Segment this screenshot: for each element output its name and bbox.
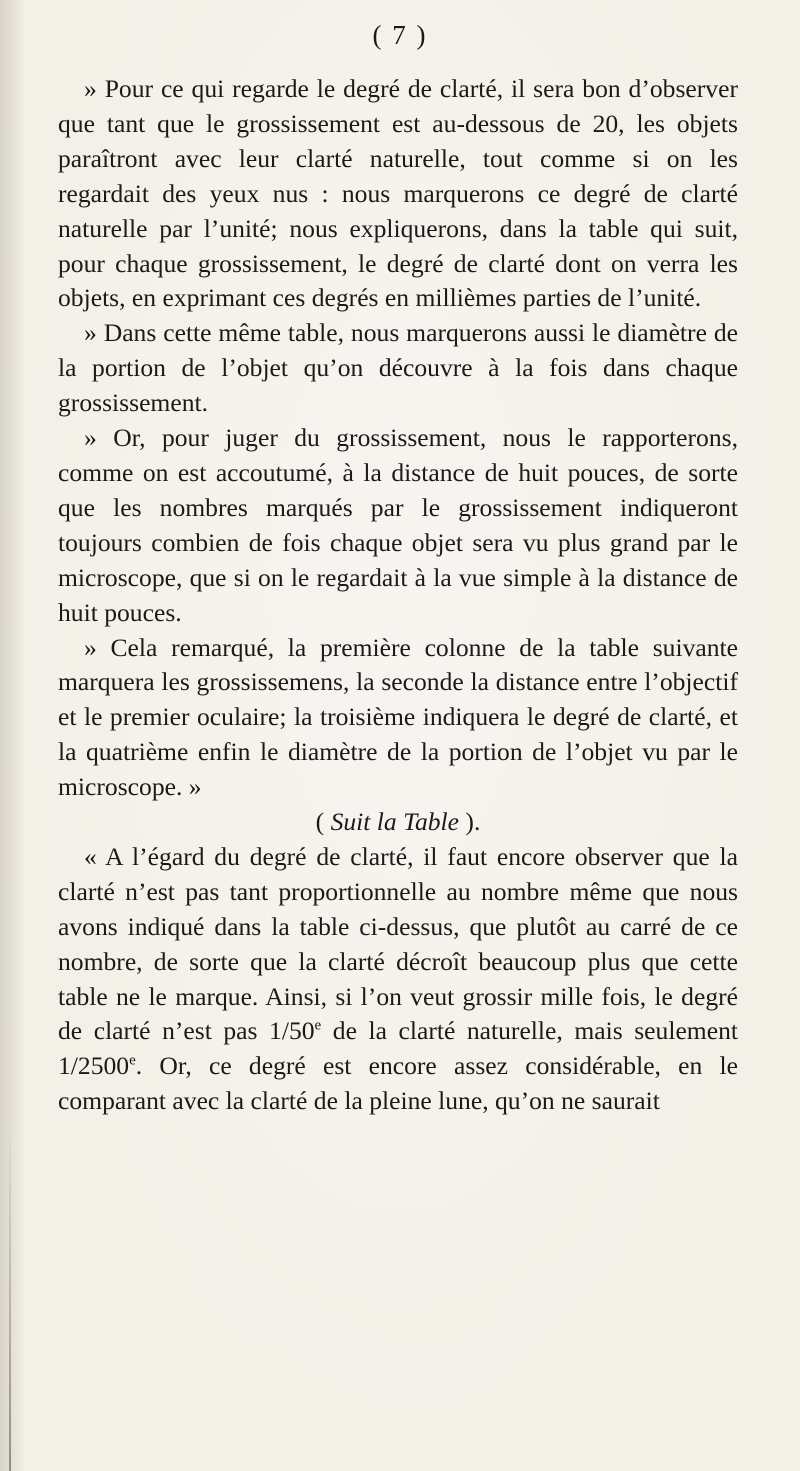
binding-shadow (0, 0, 26, 1471)
superscript: e (129, 1052, 136, 1069)
table-note (58, 805, 738, 840)
body-text (58, 72, 738, 1119)
page-number: ( 7 ) (372, 20, 428, 50)
table-note-open: ( (315, 807, 331, 837)
table-note-close: ). (459, 807, 481, 837)
paragraph-magnification: » Or, pour juger du grossissement, nous le rapporterons, comme on est accoutumé, à la distance de huit pouces, de sorte que les nombres marqués par le grossissement indiqueront toujours combien de fois chaque objet sera vu plus grand par le microscope, que si on le regardait à la vue simple à la distance de huit pouces. (58, 423, 738, 627)
text-run: . Or, ce degré est encore assez considérable, en le comparant avec la clarté de la pleine lune, qu’on ne saurait (58, 1051, 738, 1116)
paragraph-columns: » Cela remarqué, la première colonne de la table suivante marquera les grossissemens, la seconde la distance entre l’objectif et le premier oculaire; la troisième indiquera le degré de clarté, et la quatrième enfin le diamètre de la portion de l’objet vu par le microscope. » (58, 632, 738, 802)
page-edge-mark (9, 1120, 11, 1471)
paragraph-clarity: » Pour ce qui regarde le degré de clarté, il sera bon d’observer que tant que le grossissement est au-dessous de 20, les objets paraîtront avec leur clarté naturelle, tout comme si on les regardait des yeux nus : nous marquerons ce degré de clarté naturelle par l’unité; nous expliquerons, dans la table qui suit, pour chaque grossissement, le degré de clarté dont on verra les objets, en exprimant ces degrés en millièmes parties de l’unité. (58, 74, 738, 313)
table-note-italic: Suit la Table (330, 807, 460, 837)
text-run: « A l’égard du degré de clarté, il faut encore observer que la clarté n’est pas tant proportionnelle au nombre même que nous avons indiqué dans la table ci-dessus, que plutôt au carré de ce nombre, de sorte que la clarté décroît beaucoup plus que cette table ne le marque. Ainsi, si l’on veut grossir mille fois, le degré de clarté n’est pas 1/50 (58, 841, 738, 1046)
paragraph-diameter: » Dans cette même table, nous marquerons aussi le diamètre de la portion de l’objet qu’on découvre à la fois dans chaque grossissement. (58, 318, 738, 418)
superscript: e (314, 1017, 322, 1034)
text-run: de la clarté naturelle, mais seulement 1/2500 (58, 1016, 738, 1081)
paragraph-clarity-square (58, 840, 738, 1119)
